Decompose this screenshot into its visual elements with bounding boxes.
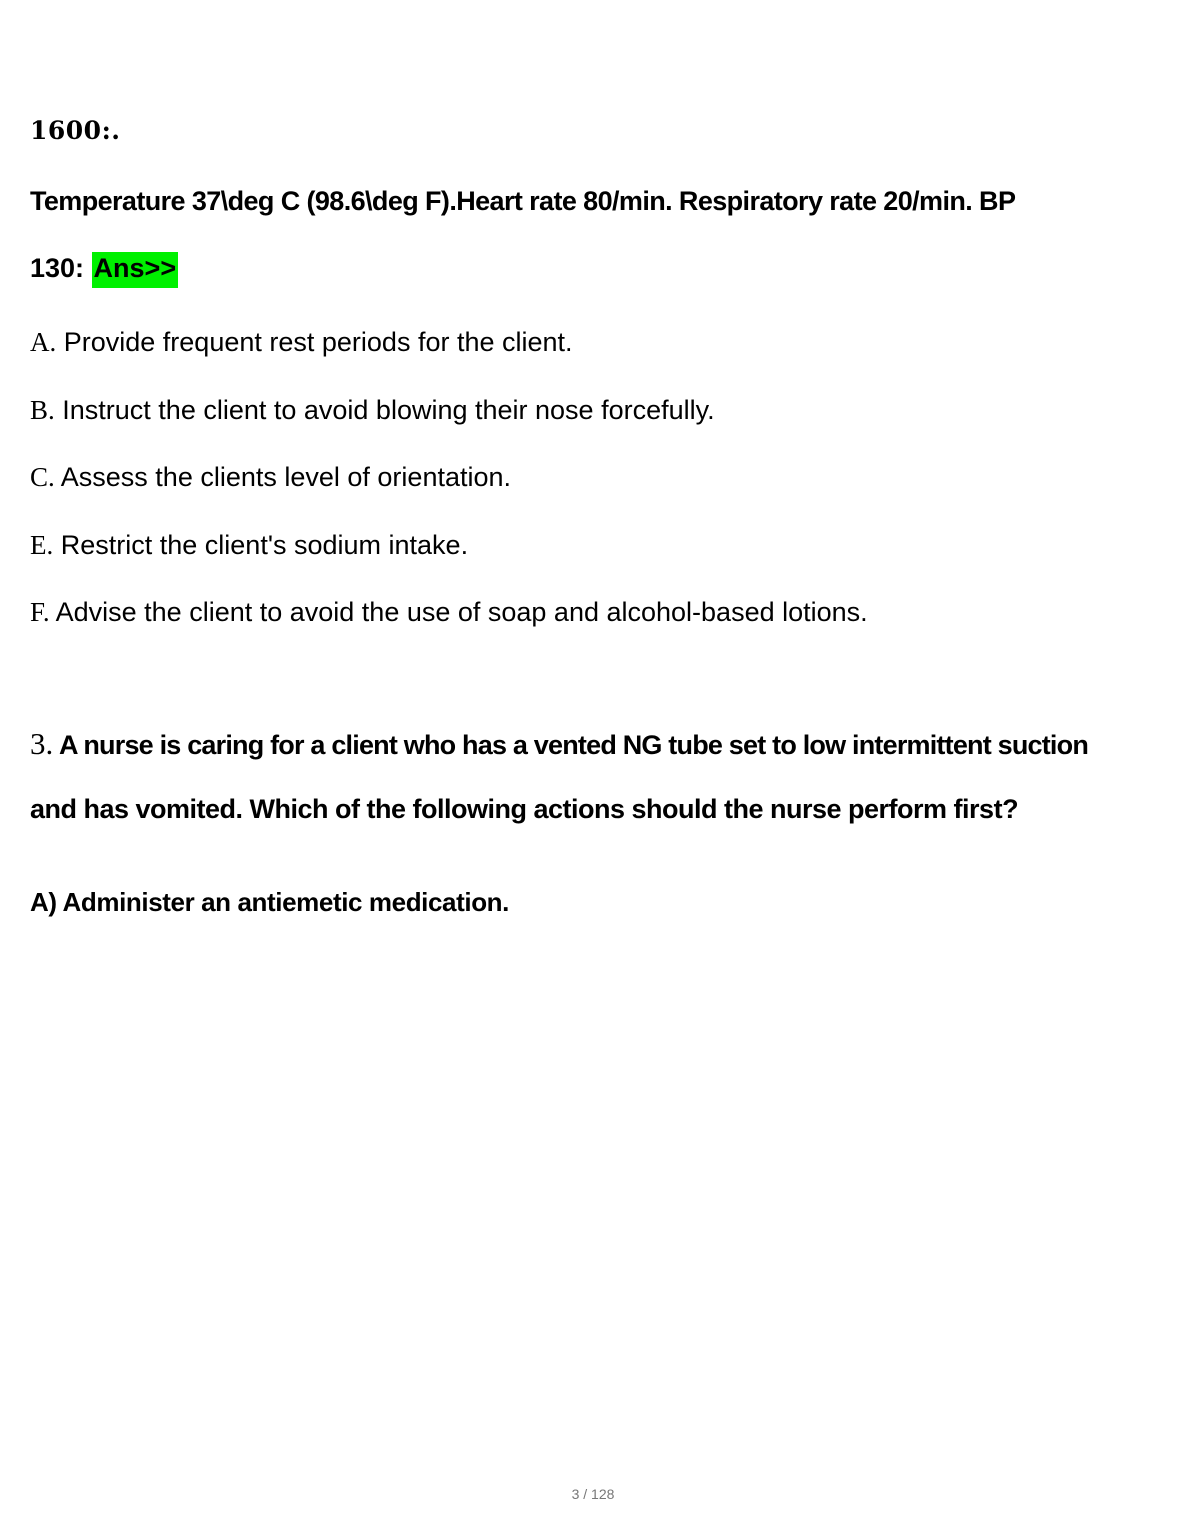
question-3-option-a: A) Administer an antiemetic medication. xyxy=(30,887,509,917)
option-letter: F. xyxy=(30,597,50,627)
option-letter: E. xyxy=(30,530,54,560)
option-text: Advise the client to avoid the use of soap and alcohol-based lotions. xyxy=(49,597,868,627)
question-3-stem-continued: and has vomited. Which of the following actions should the nurse perform first? xyxy=(30,794,1019,824)
option-a xyxy=(30,329,573,356)
vitals-bp-value: 130: xyxy=(30,253,92,283)
option-letter: A. xyxy=(30,327,57,357)
vitals-text-continued xyxy=(30,252,178,288)
option-text: Provide frequent rest periods for the client. xyxy=(56,327,573,357)
option-letter: B. xyxy=(30,395,55,425)
answer-marker: Ans>> xyxy=(92,252,179,288)
question-text: A nurse is caring for a client who has a vented NG tube set to low intermittent suction xyxy=(53,730,1089,760)
question-number: 3. xyxy=(30,726,54,761)
option-text: Restrict the client's sodium intake. xyxy=(53,530,469,560)
option-f xyxy=(30,599,868,626)
option-b xyxy=(30,397,715,424)
option-c xyxy=(30,464,511,491)
option-e xyxy=(30,532,468,559)
vitals-text: Temperature 37\deg C (98.6\deg F).Heart rate 80/min. Respiratory rate 20/min. BP xyxy=(30,186,1016,216)
time-heading: 1600:. xyxy=(30,116,121,145)
page-indicator: 3 / 128 xyxy=(571,1486,615,1502)
option-text: Instruct the client to avoid blowing their nose forcefully. xyxy=(54,395,715,425)
question-3-stem xyxy=(30,728,1088,759)
option-letter: C. xyxy=(30,462,55,492)
option-text: Assess the clients level of orientation. xyxy=(54,462,512,492)
